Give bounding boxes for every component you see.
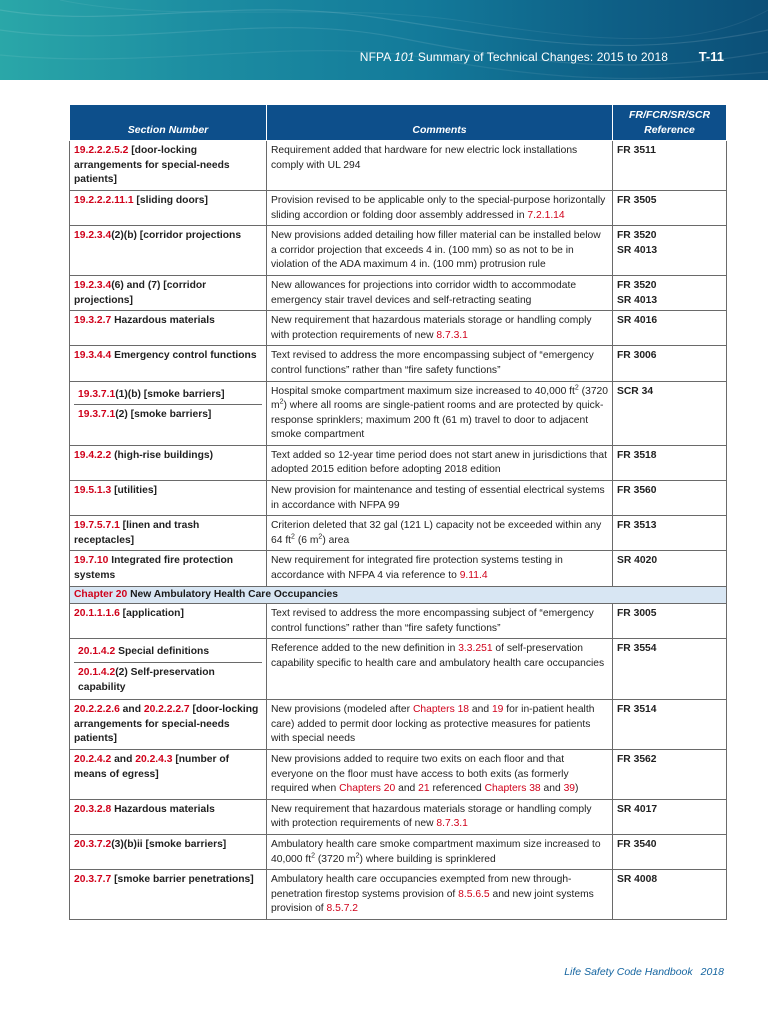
table-row bbox=[70, 226, 727, 276]
section-reference-link: 19.5.1.3 bbox=[74, 485, 112, 497]
section-number-cell bbox=[70, 870, 267, 920]
reference-code: FR 3520 bbox=[617, 230, 657, 242]
reference-code: FR 3540 bbox=[617, 838, 657, 850]
header-banner bbox=[0, 0, 768, 80]
text-segment: for in-patient health care) added to permit door locking as protective measures for patients with special needs bbox=[271, 704, 595, 745]
text-segment: (2) [smoke barriers] bbox=[115, 409, 212, 421]
running-header bbox=[360, 50, 668, 64]
reference-code: FR 3006 bbox=[617, 350, 657, 362]
text-segment: Text revised to address the more encompassing subject of “emergency control functions” rather than “fire safety functions” bbox=[271, 350, 594, 376]
text-segment: [linen and trash receptacles] bbox=[74, 520, 200, 546]
text-segment: [application] bbox=[119, 608, 184, 620]
table-row bbox=[70, 275, 727, 310]
reference-code: SR 4013 bbox=[617, 244, 658, 256]
section-number-cell bbox=[70, 311, 267, 346]
comment-cell bbox=[267, 275, 613, 310]
section-number bbox=[74, 385, 262, 405]
section-number-cell bbox=[70, 275, 267, 310]
reference-code: SR 4008 bbox=[617, 874, 658, 886]
superscript: 2 bbox=[574, 384, 579, 392]
text-segment: (3)(b)ii [smoke barriers] bbox=[111, 838, 227, 850]
banner-wave-decoration bbox=[0, 0, 768, 80]
header-suffix: Summary of Technical Changes: 2015 to 2018 bbox=[414, 50, 668, 64]
comment-cell bbox=[267, 551, 613, 586]
section-reference-link: Chapter 20 bbox=[74, 588, 128, 600]
text-segment: Ambulatory health care occupancies exempted from new through-penetration firestop systems provision of bbox=[271, 874, 572, 900]
section-reference-link: 8.7.3.1 bbox=[436, 818, 468, 830]
section-reference-link: 3.3.251 bbox=[458, 643, 493, 655]
section-number-cell bbox=[70, 834, 267, 869]
table-row bbox=[70, 870, 727, 920]
section-number-cell bbox=[70, 749, 267, 799]
reference-code: FR 3518 bbox=[617, 449, 657, 461]
reference-code: SR 4017 bbox=[617, 803, 658, 815]
section-number-cell bbox=[70, 551, 267, 586]
reference-cell bbox=[613, 551, 727, 586]
section-reference-link: Chapters 18 bbox=[412, 704, 470, 716]
reference-code: FR 3005 bbox=[617, 608, 657, 620]
column-header-section: Section Number bbox=[70, 105, 267, 141]
section-reference-link: Chapters 38 bbox=[484, 783, 541, 795]
comment-cell bbox=[267, 311, 613, 346]
section-reference-link: 19.7.5.7.1 bbox=[74, 520, 120, 532]
reference-code: SR 4016 bbox=[617, 315, 658, 327]
text-segment: Hazardous materials bbox=[111, 315, 215, 327]
section-number bbox=[74, 404, 262, 425]
reference-cell bbox=[613, 346, 727, 381]
text-segment: [door-locking arrangements for special-needs patients] bbox=[74, 704, 259, 745]
table-row bbox=[70, 346, 727, 381]
section-reference-link: 19.3.7.1 bbox=[78, 388, 116, 400]
text-segment: ) area bbox=[322, 534, 350, 546]
table-row bbox=[70, 799, 727, 834]
section-reference-link: 19.2.2.2.5.2 bbox=[74, 145, 129, 157]
technical-changes-table bbox=[69, 104, 727, 920]
section-reference-link: 19.2.2.2.11.1 bbox=[74, 194, 134, 206]
section-reference-link: 20.2.4.3 bbox=[135, 753, 173, 765]
superscript: 2 bbox=[318, 533, 323, 541]
comment-cell bbox=[267, 799, 613, 834]
section-reference-link: 19.4.2.2 bbox=[74, 449, 112, 461]
table-row bbox=[70, 749, 727, 799]
text-segment: and bbox=[395, 783, 419, 795]
section-reference-link: 19 bbox=[491, 704, 504, 716]
section-reference-link: 19.2.3.4 bbox=[74, 279, 112, 291]
reference-cell bbox=[613, 445, 727, 480]
reference-code: FR 3560 bbox=[617, 485, 657, 497]
text-segment: New provisions (modeled after bbox=[271, 704, 413, 716]
table-row bbox=[70, 190, 727, 225]
text-segment: Hospital smoke compartment maximum size increased to 40,000 ft bbox=[271, 385, 575, 397]
section-reference-link: 20.3.7.2 bbox=[74, 838, 112, 850]
comment-cell bbox=[267, 381, 613, 445]
reference-cell bbox=[613, 226, 727, 276]
section-reference-link: 21 bbox=[418, 783, 430, 795]
reference-code: FR 3520 bbox=[617, 279, 657, 291]
section-reference-link: 20.2.2.2.7 bbox=[143, 704, 190, 716]
text-segment: (6 m bbox=[294, 534, 319, 546]
reference-cell bbox=[613, 381, 727, 445]
text-segment: Special definitions bbox=[115, 646, 210, 658]
superscript: 2 bbox=[291, 533, 295, 541]
text-segment: ) bbox=[575, 783, 579, 795]
text-segment: (6) and (7) [corridor projections] bbox=[74, 279, 207, 306]
reference-code: FR 3511 bbox=[617, 145, 656, 157]
section-reference-link: 7.2.1.14 bbox=[527, 209, 565, 221]
comment-cell bbox=[267, 749, 613, 799]
comment-cell bbox=[267, 141, 613, 191]
section-reference-link: 19.2.3.4 bbox=[74, 230, 112, 242]
chapter-heading-row bbox=[70, 586, 727, 604]
header-prefix: NFPA bbox=[359, 50, 395, 64]
text-segment: New allowances for projections into corridor width to accommodate emergency stair travel devices and self-retracting seating bbox=[271, 279, 577, 306]
text-segment: Ambulatory health care smoke compartment maximum size increased to 40,000 ft bbox=[271, 838, 601, 865]
section-reference-link: 8.7.3.1 bbox=[436, 329, 468, 341]
section-number-cell bbox=[70, 516, 267, 551]
section-number-cell bbox=[70, 639, 267, 700]
page-number: T-11 bbox=[698, 49, 724, 64]
table-row bbox=[70, 311, 727, 346]
table-row bbox=[70, 445, 727, 480]
section-reference-link: 20.1.4.2 bbox=[78, 646, 116, 658]
text-segment: New provisions added detailing how filler material can be installed below a corridor projection that exceeds 4 in. (100 mm) so as not to be in violation of the ADA maximum 4 in. (100 mm) protrusion rule bbox=[271, 230, 601, 271]
reference-cell bbox=[613, 700, 727, 750]
text-segment: and bbox=[540, 783, 564, 795]
text-segment: Text added so 12-year time period does not start anew in jurisdictions that adopted 2015 edition before adopting 2018 edition bbox=[271, 449, 607, 476]
text-segment: Requirement added that hardware for new electric lock installations comply with UL 294 bbox=[271, 145, 578, 171]
text-segment: (high-rise buildings) bbox=[111, 449, 214, 461]
table-body bbox=[70, 141, 727, 920]
table-header-row bbox=[70, 105, 727, 141]
footer bbox=[564, 966, 724, 978]
reference-cell bbox=[613, 870, 727, 920]
reference-cell bbox=[613, 481, 727, 516]
reference-code: FR 3554 bbox=[617, 643, 657, 655]
reference-cell bbox=[613, 834, 727, 869]
text-segment: (1)(b) [smoke barriers] bbox=[115, 388, 225, 400]
reference-cell bbox=[613, 141, 727, 191]
section-number-cell bbox=[70, 604, 267, 639]
section-reference-link: 9.11.4 bbox=[459, 570, 488, 582]
comment-cell bbox=[267, 870, 613, 920]
text-segment: Reference added to the new definition in bbox=[271, 643, 459, 655]
text-segment: and bbox=[469, 704, 492, 716]
text-segment: (2) Self-preservation capability bbox=[78, 667, 215, 693]
text-segment: referenced bbox=[429, 783, 485, 795]
section-number-cell bbox=[70, 381, 267, 445]
reference-cell bbox=[613, 190, 727, 225]
text-segment: Hazardous materials bbox=[111, 803, 215, 815]
section-reference-link: 20.3.7.7 bbox=[74, 874, 112, 886]
section-number bbox=[74, 642, 262, 662]
section-number-cell bbox=[70, 190, 267, 225]
section-number bbox=[74, 662, 262, 697]
text-segment: [smoke barrier penetrations] bbox=[111, 874, 254, 886]
text-segment: (3720 m bbox=[314, 853, 356, 865]
superscript: 2 bbox=[311, 852, 315, 860]
text-segment: and bbox=[111, 753, 136, 765]
comment-cell bbox=[267, 445, 613, 480]
section-number-cell bbox=[70, 445, 267, 480]
text-segment: Integrated fire protection systems bbox=[74, 555, 234, 582]
text-segment: New provisions added to require two exits on each floor and that everyone on the floor must have access to both exits (as formerly required when bbox=[271, 753, 569, 795]
text-segment: New requirement that hazardous materials storage or handling comply with protection requirements of new bbox=[271, 315, 592, 341]
text-segment: Provision revised to be applicable only to the special-purpose horizontally sliding accordion or folding door assembly addressed in bbox=[271, 194, 606, 221]
section-reference-link: 19.3.2.7 bbox=[74, 315, 112, 327]
comment-cell bbox=[267, 834, 613, 869]
comment-cell bbox=[267, 190, 613, 225]
superscript: 2 bbox=[355, 852, 360, 860]
reference-cell bbox=[613, 749, 727, 799]
column-header-reference: FR/FCR/SR/SCR Reference bbox=[613, 105, 727, 141]
section-reference-link: 19.7.10 bbox=[74, 555, 109, 567]
table-row bbox=[70, 551, 727, 586]
text-segment: New provision for maintenance and testing of essential electrical systems in accordance with NFPA 99 bbox=[271, 485, 605, 511]
table-row bbox=[70, 141, 727, 191]
text-segment: ) where all rooms are single-patient rooms and are protected by quick-response sprinklers; maximum 200 ft (61 m) travel to door to adjacent smoke compartment bbox=[271, 400, 604, 441]
text-segment: (3720 m bbox=[271, 385, 608, 412]
table-row bbox=[70, 834, 727, 869]
section-reference-link: Chapters 20 bbox=[339, 783, 396, 795]
text-segment: [sliding doors] bbox=[133, 194, 208, 206]
footer-year: 2018 bbox=[700, 966, 724, 978]
reference-code: FR 3505 bbox=[617, 194, 657, 206]
text-segment: [door-locking arrangements for special-needs patients] bbox=[74, 145, 230, 186]
section-number-cell bbox=[70, 799, 267, 834]
text-segment: Criterion deleted that 32 gal (121 L) capacity not be exceeded within any 64 ft bbox=[271, 520, 602, 546]
text-segment: New Ambulatory Health Care Occupancies bbox=[127, 588, 339, 600]
text-segment: of self-preservation capability specific to health care and ambulatory health care occupancies bbox=[271, 643, 605, 669]
column-header-comments: Comments bbox=[267, 105, 613, 141]
reference-code: SR 4020 bbox=[617, 555, 658, 567]
reference-cell bbox=[613, 604, 727, 639]
reference-code: SCR 34 bbox=[617, 385, 654, 397]
text-segment: Emergency control functions bbox=[111, 350, 257, 362]
table-row bbox=[70, 481, 727, 516]
reference-cell bbox=[613, 799, 727, 834]
section-reference-link: 19.3.4.4 bbox=[74, 350, 112, 362]
reference-code: FR 3514 bbox=[617, 704, 657, 716]
comment-cell bbox=[267, 516, 613, 551]
table-row bbox=[70, 700, 727, 750]
header-code: 101 bbox=[394, 50, 415, 64]
section-number-cell bbox=[70, 346, 267, 381]
text-segment: New requirement for integrated fire protection systems testing in accordance with NFPA 4 via reference to bbox=[271, 555, 563, 582]
section-number-cell bbox=[70, 141, 267, 191]
text-segment: Text revised to address the more encompassing subject of “emergency control functions” rather than “fire safety functions” bbox=[271, 608, 594, 634]
section-reference-link: 39 bbox=[563, 783, 576, 795]
reference-code: FR 3562 bbox=[617, 753, 657, 765]
comment-cell bbox=[267, 346, 613, 381]
section-number-cell bbox=[70, 481, 267, 516]
section-reference-link: 8.5.7.2 bbox=[326, 903, 359, 915]
section-reference-link: 8.5.6.5 bbox=[458, 888, 490, 900]
section-reference-link: 20.1.4.2 bbox=[78, 667, 116, 678]
reference-cell bbox=[613, 311, 727, 346]
table-row bbox=[70, 516, 727, 551]
comment-cell bbox=[267, 226, 613, 276]
reference-cell bbox=[613, 639, 727, 700]
text-segment: ) where building is sprinklered bbox=[359, 853, 496, 865]
section-reference-link: 19.3.7.1 bbox=[78, 409, 116, 421]
reference-code: SR 4013 bbox=[617, 294, 658, 306]
reference-cell bbox=[613, 275, 727, 310]
section-reference-link: 20.3.2.8 bbox=[74, 803, 112, 815]
superscript: 2 bbox=[279, 398, 284, 406]
reference-code: FR 3513 bbox=[617, 520, 657, 532]
text-segment: and new joint systems provision of bbox=[271, 888, 594, 915]
section-number-cell bbox=[70, 226, 267, 276]
section-reference-link: 20.1.1.1.6 bbox=[74, 608, 120, 620]
comment-cell bbox=[267, 639, 613, 700]
table-row bbox=[70, 381, 727, 445]
text-segment: [utilities] bbox=[111, 485, 157, 497]
footer-title: Life Safety Code Handbook bbox=[564, 966, 693, 978]
text-segment: (2)(b) [corridor projections bbox=[111, 230, 242, 242]
text-segment: [number of means of egress] bbox=[74, 753, 230, 780]
table-row bbox=[70, 639, 727, 700]
reference-cell bbox=[613, 516, 727, 551]
comment-cell bbox=[267, 481, 613, 516]
chapter-heading bbox=[70, 586, 727, 604]
text-segment: New requirement that hazardous materials storage or handling comply with protection requirements of new bbox=[271, 803, 592, 830]
section-reference-link: 20.2.2.2.6 bbox=[74, 704, 120, 716]
comment-cell bbox=[267, 700, 613, 750]
section-reference-link: 20.2.4.2 bbox=[74, 753, 112, 765]
section-number-cell bbox=[70, 700, 267, 750]
table-row bbox=[70, 604, 727, 639]
text-segment: and bbox=[119, 704, 144, 716]
comment-cell bbox=[267, 604, 613, 639]
